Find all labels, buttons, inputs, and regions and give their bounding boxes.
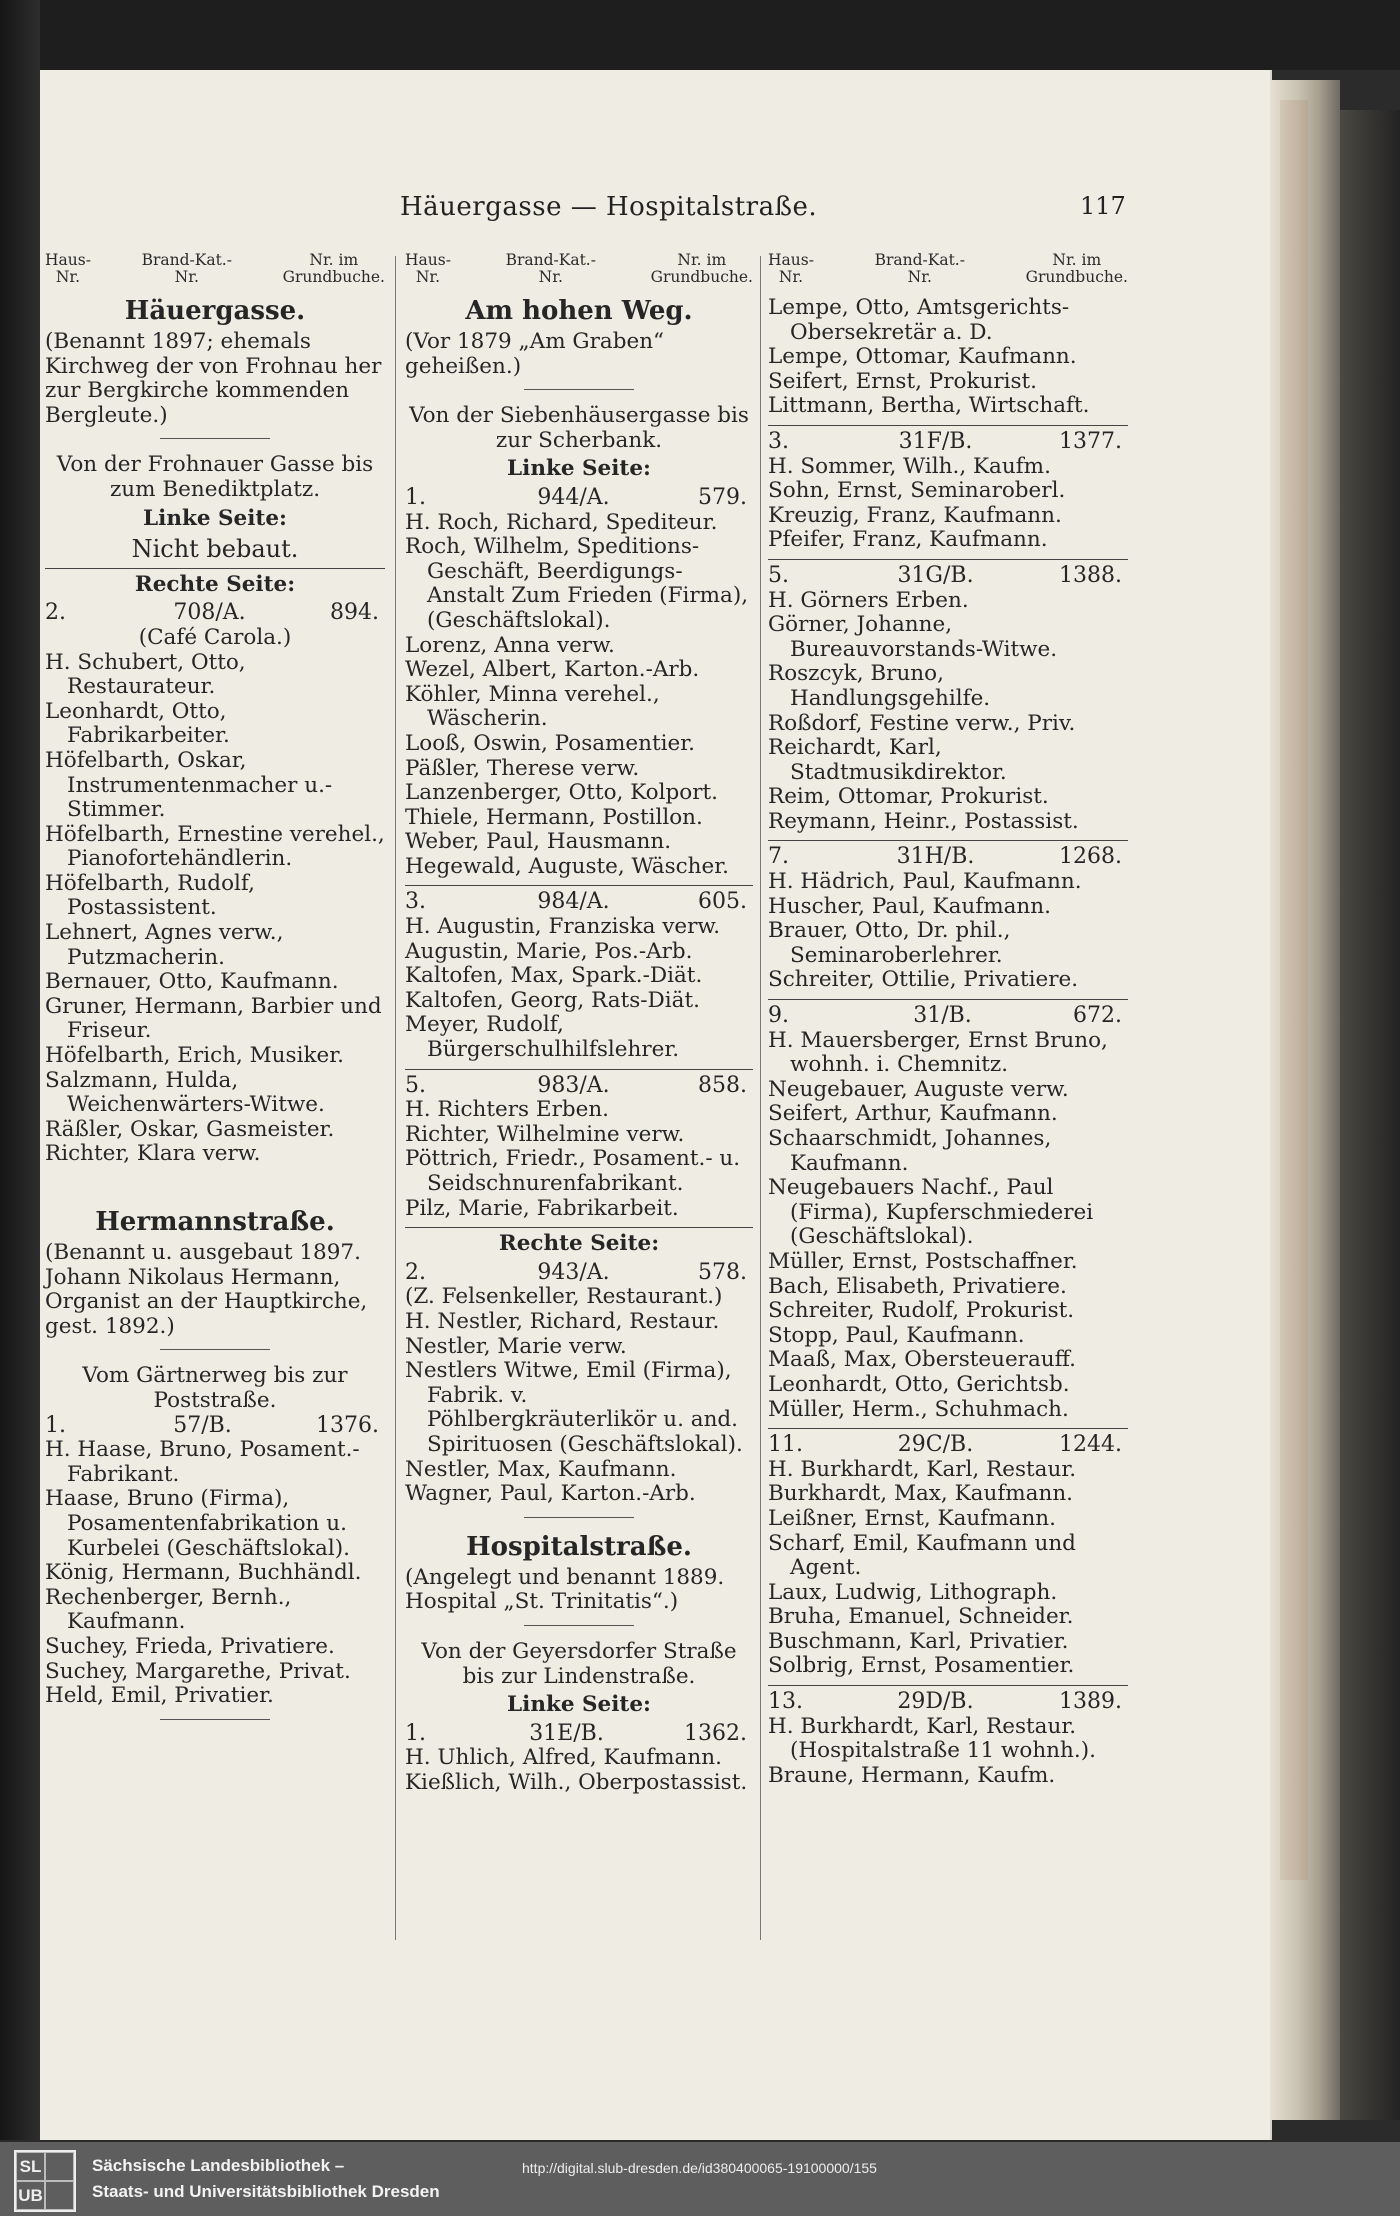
resident-entry: Neugebauers Nachf., Paul (Firma), Kupferschmiederei (Geschäftslokal). <box>768 1175 1094 1250</box>
resident-entry: Braune, Hermann, Kaufm. <box>768 1762 1056 1788</box>
short-rule <box>524 1517 634 1518</box>
resident-entry: Lempe, Otto, Amtsgerichts-Obersekretär a. D. <box>768 295 1070 345</box>
house-separator <box>768 425 1128 426</box>
street-side-heading: Linke Seite: <box>143 505 287 531</box>
resident-entry: Wezel, Albert, Karton.-Arb. <box>405 657 700 683</box>
column-header-grund: Nr. im Grundbuche. <box>650 251 753 286</box>
resident-entry: Wagner, Paul, Karton.-Arb. <box>405 1481 696 1507</box>
resident-entry: Köhler, Minna verehel., Wäscherin. <box>405 681 660 732</box>
column-divider <box>395 256 396 1940</box>
resident-entry: Huscher, Paul, Kaufmann. <box>768 893 1051 919</box>
street-side-heading: Linke Seite: <box>507 456 651 482</box>
resident-entry: Hegewald, Auguste, Wäscher. <box>405 853 729 879</box>
house-number-row <box>405 486 753 511</box>
resident-entry: (Z. Felsenkeller, Restaurant.) <box>405 1284 723 1310</box>
resident-entry: Held, Emil, Privatier. <box>45 1683 274 1709</box>
resident-entry: Richter, Klara verw. <box>45 1141 261 1167</box>
resident-entry: Littmann, Bertha, Wirtschaft. <box>768 393 1090 419</box>
resident-entry: Leonhardt, Otto, Gerichtsb. <box>768 1371 1070 1397</box>
book-spine-edge <box>0 0 40 2140</box>
house-number-row <box>405 1074 753 1099</box>
resident-entry: Lehnert, Agnes verw., Putzmacherin. <box>45 920 284 970</box>
column-header <box>405 252 753 286</box>
resident-entry: Reim, Ottomar, Prokurist. <box>768 784 1049 810</box>
resident-entry: Reymann, Heinr., Postassist. <box>768 808 1079 834</box>
street-range: Von der Frohnauer Gasse bis zum Benediktplatz. <box>56 452 374 502</box>
library-name-line1: Sächsische Landesbibliothek – <box>92 2156 345 2175</box>
resident-entry: Salzmann, Hulda, Weichenwärters-Witwe. <box>45 1067 325 1118</box>
resident-entry: Höfelbarth, Rudolf, Postassistent. <box>45 870 255 921</box>
street-range: Vom Gärtnerweg bis zur Poststraße. <box>82 1363 348 1413</box>
resident-entry: Seifert, Arthur, Kaufmann. <box>768 1101 1058 1127</box>
resident-entry: Schaarschmidt, Johannes, Kaufmann. <box>768 1126 1052 1176</box>
grundbuch-number: 672. <box>1073 1003 1122 1029</box>
brand-kat-number: 984/A. <box>537 889 610 915</box>
house-number: 9. <box>768 1003 789 1029</box>
resident-entry: Suchey, Frieda, Privatiere. <box>45 1633 335 1659</box>
resident-entry: Haase, Bruno (Firma), Posamentenfabrikation u. Kurbelei (Geschäftslokal). <box>45 1486 350 1561</box>
resident-entry: Augustin, Marie, Pos.-Arb. <box>405 938 693 964</box>
resident-entry: Bernauer, Otto, Kaufmann. <box>45 969 339 995</box>
resident-entry: Pfeifer, Franz, Kaufmann. <box>768 527 1048 553</box>
house-number: 2. <box>45 600 66 626</box>
column-header <box>45 252 385 286</box>
short-rule <box>160 438 270 439</box>
brand-kat-number: 29D/B. <box>897 1689 974 1715</box>
column-header-haus: Haus- Nr. <box>405 251 451 286</box>
directory-column-1 <box>45 252 385 1734</box>
resident-entry: H. Burkhardt, Karl, Restaur. (Hospitalstraße 11 wohnh.). <box>768 1713 1096 1764</box>
resident-entry: Lorenz, Anna verw. <box>405 632 615 658</box>
grundbuch-number: 1389. <box>1059 1689 1122 1715</box>
house-separator <box>405 1227 753 1228</box>
house-number-row <box>45 1414 385 1439</box>
resident-entry: Lanzenberger, Otto, Kolport. <box>405 780 718 806</box>
column-header-grund: Nr. im Grundbuche. <box>1025 251 1128 286</box>
grundbuch-number: 1268. <box>1059 844 1122 870</box>
grundbuch-number: 858. <box>698 1072 747 1098</box>
street-heading: Häuergasse. <box>124 296 306 326</box>
street-note: (Angelegt und benannt 1889. Hospital „St. Trinitatis“.) <box>405 1564 725 1615</box>
resident-entry: Höfelbarth, Ernestine verehel., Pianofortehändlerin. <box>45 821 385 872</box>
brand-kat-number: 31E/B. <box>529 1720 604 1746</box>
short-rule <box>160 1349 270 1350</box>
resident-entry: H. Sommer, Wilh., Kaufm. <box>768 453 1051 479</box>
resident-entry: Kießlich, Wilh., Oberpostassist. <box>405 1769 748 1795</box>
resident-entry: Pilz, Marie, Fabrikarbeit. <box>405 1195 679 1221</box>
house-separator <box>405 1069 753 1070</box>
resident-entry: Thiele, Hermann, Postillon. <box>405 804 703 830</box>
resident-entry: Pöttrich, Friedr., Posament.- u. Seidschnurenfabrikant. <box>405 1146 741 1196</box>
resident-entry: H. Hädrich, Paul, Kaufmann. <box>768 869 1082 895</box>
street-note: (Vor 1879 „Am Graben“ geheißen.) <box>405 329 665 379</box>
house-number: 7. <box>768 844 789 870</box>
short-rule <box>524 1625 634 1626</box>
house-number: 1. <box>405 484 426 510</box>
house-number: 3. <box>768 428 789 454</box>
street-range: Von der Siebenhäusergasse bis zur Scherbank. <box>409 403 749 453</box>
house-number-row <box>405 890 753 915</box>
resident-entry: H. Schubert, Otto, Restaurateur. <box>45 649 246 700</box>
resident-entry: Kaltofen, Max, Spark.-Diät. <box>405 963 703 989</box>
resident-entry: H. Roch, Richard, Spediteur. <box>405 509 718 535</box>
resident-entry: Stopp, Paul, Kaufmann. <box>768 1322 1025 1348</box>
column-header-haus: Haus- Nr. <box>45 251 91 286</box>
house-number: 3. <box>405 889 426 915</box>
house-number-row <box>768 564 1128 589</box>
street-range: Von der Geyersdorfer Straße bis zur Lindenstraße. <box>421 1638 737 1689</box>
house-separator <box>768 559 1128 560</box>
house-number: 5. <box>768 562 789 588</box>
grundbuch-number: 578. <box>698 1259 747 1285</box>
resident-entry: Lempe, Ottomar, Kaufmann. <box>768 344 1077 370</box>
resident-entry: Solbrig, Ernst, Posamentier. <box>768 1653 1075 1679</box>
grundbuch-number: 894. <box>330 600 379 626</box>
grundbuch-number: 1244. <box>1059 1432 1122 1458</box>
resident-entry: Görner, Johanne, Bureauvorstands-Witwe. <box>768 612 1058 662</box>
slub-logo: SL UB <box>14 2150 76 2212</box>
grundbuch-number: 1362. <box>684 1720 747 1746</box>
brand-kat-number: 708/A. <box>173 600 246 626</box>
resident-entry: Rechenberger, Bernh., Kaufmann. <box>45 1584 292 1635</box>
street-note: (Benannt u. ausgebaut 1897. Johann Nikolaus Hermann, Organist an der Hauptkirche, gest. 1892.) <box>45 1240 368 1339</box>
resident-entry: Bruha, Emanuel, Schneider. <box>768 1604 1074 1630</box>
resident-entry: Roszcyk, Bruno, Handlungsgehilfe. <box>768 661 991 711</box>
resident-entry: Nestlers Witwe, Emil (Firma), Fabrik. v. Pöhlbergkräuterlikör u. and. Spirituosen (Geschäftslokal). <box>405 1358 743 1457</box>
resident-entry: Räßler, Oskar, Gasmeister. <box>45 1116 335 1142</box>
house-number-row <box>768 1690 1128 1715</box>
resident-entry: Seifert, Ernst, Prokurist. <box>768 368 1037 394</box>
house-number: 5. <box>405 1072 426 1098</box>
street-heading: Am hohen Weg. <box>465 296 693 326</box>
brand-kat-number: 31H/B. <box>896 844 975 870</box>
grundbuch-number: 1377. <box>1059 428 1122 454</box>
resident-entry: Suchey, Margarethe, Privat. <box>45 1658 351 1684</box>
grundbuch-number: 1388. <box>1059 562 1122 588</box>
house-number-row <box>768 1433 1128 1458</box>
cover-edge <box>1340 110 1400 2120</box>
resident-entry: Schreiter, Rudolf, Prokurist. <box>768 1298 1075 1324</box>
house-number: 11. <box>768 1432 803 1458</box>
resident-entry: Meyer, Rudolf, Bürgerschulhilfslehrer. <box>405 1012 680 1063</box>
house-number: 13. <box>768 1689 803 1715</box>
resident-entry: Reichardt, Karl, Stadtmusikdirektor. <box>768 735 1007 785</box>
street-heading: Hospitalstraße. <box>466 1531 692 1562</box>
resident-entry: Laux, Ludwig, Lithograph. <box>768 1579 1058 1605</box>
house-number-row <box>768 1004 1128 1029</box>
resident-entry: H. Nestler, Richard, Restaur. <box>405 1308 720 1334</box>
resident-entry: Maaß, Max, Obersteuerauff. <box>768 1347 1076 1373</box>
resident-entry: Müller, Ernst, Postschaffner. <box>768 1248 1078 1274</box>
resident-entry: H. Richters Erben. <box>405 1097 610 1123</box>
house-separator <box>768 999 1128 1000</box>
resident-entry: Richter, Wilhelmine verw. <box>405 1121 685 1147</box>
brand-kat-number: 31/B. <box>913 1003 972 1029</box>
directory-column-3 <box>768 252 1128 1788</box>
resident-entry: König, Hermann, Buchhändl. <box>45 1560 362 1586</box>
grundbuch-number: 579. <box>698 484 747 510</box>
street-side-heading: Rechte Seite: <box>498 1231 660 1257</box>
column-header <box>768 252 1128 286</box>
brand-kat-number: 31G/B. <box>897 562 974 588</box>
column-header-brand: Brand-Kat.- Nr. <box>874 251 965 286</box>
resident-entry: Kaltofen, Georg, Rats-Diät. <box>405 987 700 1013</box>
resident-entry: H. Uhlich, Alfred, Kaufmann. <box>405 1745 722 1771</box>
column-header-brand: Brand-Kat.- Nr. <box>505 251 596 286</box>
brand-kat-number: 943/A. <box>537 1259 610 1285</box>
street-side-heading: Linke Seite: <box>507 1692 651 1718</box>
resident-entry: Roßdorf, Festine verw., Priv. <box>768 710 1076 736</box>
short-rule <box>160 1719 270 1720</box>
source-url-link[interactable]: http://digital.slub-dresden.de/id380400065-19100000/155 <box>522 2160 877 2176</box>
resident-entry: Nestler, Marie verw. <box>405 1333 627 1359</box>
resident-entry: Burkhardt, Max, Kaufmann. <box>768 1481 1074 1507</box>
resident-entry: Päßler, Therese verw. <box>405 755 640 781</box>
resident-entry: Nestler, Max, Kaufmann. <box>405 1456 677 1482</box>
resident-entry: Schreiter, Ottilie, Privatiere. <box>768 967 1079 993</box>
library-footer-bar <box>0 2142 1400 2216</box>
house-name: (Café Carola.) <box>138 624 292 650</box>
column-divider <box>760 256 761 1940</box>
house-number-row <box>768 845 1128 870</box>
page-header-title: Häuergasse — Hospitalstraße. <box>400 192 818 222</box>
grundbuch-number: 605. <box>698 889 747 915</box>
resident-entry: Kreuzig, Franz, Kaufmann. <box>768 502 1062 528</box>
column-header-brand: Brand-Kat.- Nr. <box>141 251 232 286</box>
not-built-text: Nicht bebaut. <box>131 535 299 564</box>
page-number: 117 <box>1080 192 1126 220</box>
resident-entry: H. Mauersberger, Ernst Bruno, wohnh. i. Chemnitz. <box>768 1027 1108 1078</box>
resident-entry: Höfelbarth, Erich, Musiker. <box>45 1043 344 1069</box>
resident-entry: Sohn, Ernst, Seminaroberl. <box>768 478 1066 504</box>
resident-entry: Buschmann, Karl, Privatier. <box>768 1628 1069 1654</box>
street-heading: Hermannstraße. <box>95 1207 335 1237</box>
resident-entry: Scharf, Emil, Kaufmann und Agent. <box>768 1530 1076 1581</box>
house-separator <box>768 1685 1128 1686</box>
scan-background-top <box>0 0 1400 70</box>
directory-column-2 <box>405 252 753 1795</box>
house-number-row <box>405 1261 753 1286</box>
brand-kat-number: 31F/B. <box>898 428 973 454</box>
house-number-row <box>768 430 1128 455</box>
house-number: 1. <box>405 1720 426 1746</box>
resident-entry: Neugebauer, Auguste verw. <box>768 1076 1069 1102</box>
resident-entry: Leonhardt, Otto, Fabrikarbeiter. <box>45 698 230 749</box>
resident-entry: Roch, Wilhelm, Speditions-Geschäft, Beerdigungs-Anstalt Zum Frieden (Firma), (Geschäftslokal). <box>405 534 749 633</box>
brand-kat-number: 29C/B. <box>897 1432 974 1458</box>
resident-entry: H. Burkhardt, Karl, Restaur. <box>768 1456 1077 1482</box>
house-number-row <box>45 601 385 626</box>
brand-kat-number: 944/A. <box>537 484 610 510</box>
house-number: 2. <box>405 1259 426 1285</box>
house-number: 1. <box>45 1412 66 1438</box>
house-number-row <box>405 1722 753 1747</box>
resident-entry: Brauer, Otto, Dr. phil., Seminaroberlehrer. <box>768 918 1011 968</box>
house-separator <box>45 568 385 569</box>
column-header-haus: Haus- Nr. <box>768 251 814 286</box>
house-separator <box>405 885 753 886</box>
house-separator <box>768 1428 1128 1429</box>
resident-entry: Müller, Herm., Schuhmach. <box>768 1396 1069 1422</box>
resident-entry: Höfelbarth, Oskar, Instrumentenmacher u.-Stimmer. <box>45 747 333 823</box>
short-rule <box>524 389 634 390</box>
street-note: (Benannt 1897; ehemals Kirchweg der von Frohnau her zur Bergkirche kommenden Bergleute.) <box>45 329 382 428</box>
section-spacer <box>45 1167 385 1201</box>
resident-entry: H. Augustin, Franziska verw. <box>405 914 721 940</box>
grundbuch-number: 1376. <box>316 1412 379 1438</box>
resident-entry: Looß, Oswin, Posamentier. <box>405 730 695 756</box>
brand-kat-number: 57/B. <box>173 1412 232 1438</box>
column-header-grund: Nr. im Grundbuche. <box>282 251 385 286</box>
library-name-line2: Staats- und Universitätsbibliothek Dresden <box>92 2182 440 2201</box>
resident-entry: H. Haase, Bruno, Posament.-Fabrikant. <box>45 1437 360 1487</box>
resident-entry: Weber, Paul, Hausmann. <box>405 829 672 855</box>
page-edge-tint <box>1280 100 1308 1880</box>
street-side-heading: Rechte Seite: <box>134 571 296 597</box>
resident-entry: Leißner, Ernst, Kaufmann. <box>768 1505 1056 1531</box>
house-separator <box>768 840 1128 841</box>
resident-entry: Bach, Elisabeth, Privatiere. <box>768 1273 1067 1299</box>
brand-kat-number: 983/A. <box>537 1072 610 1098</box>
resident-entry: Gruner, Hermann, Barbier und Friseur. <box>45 993 382 1044</box>
resident-entry: H. Görners Erben. <box>768 587 969 613</box>
